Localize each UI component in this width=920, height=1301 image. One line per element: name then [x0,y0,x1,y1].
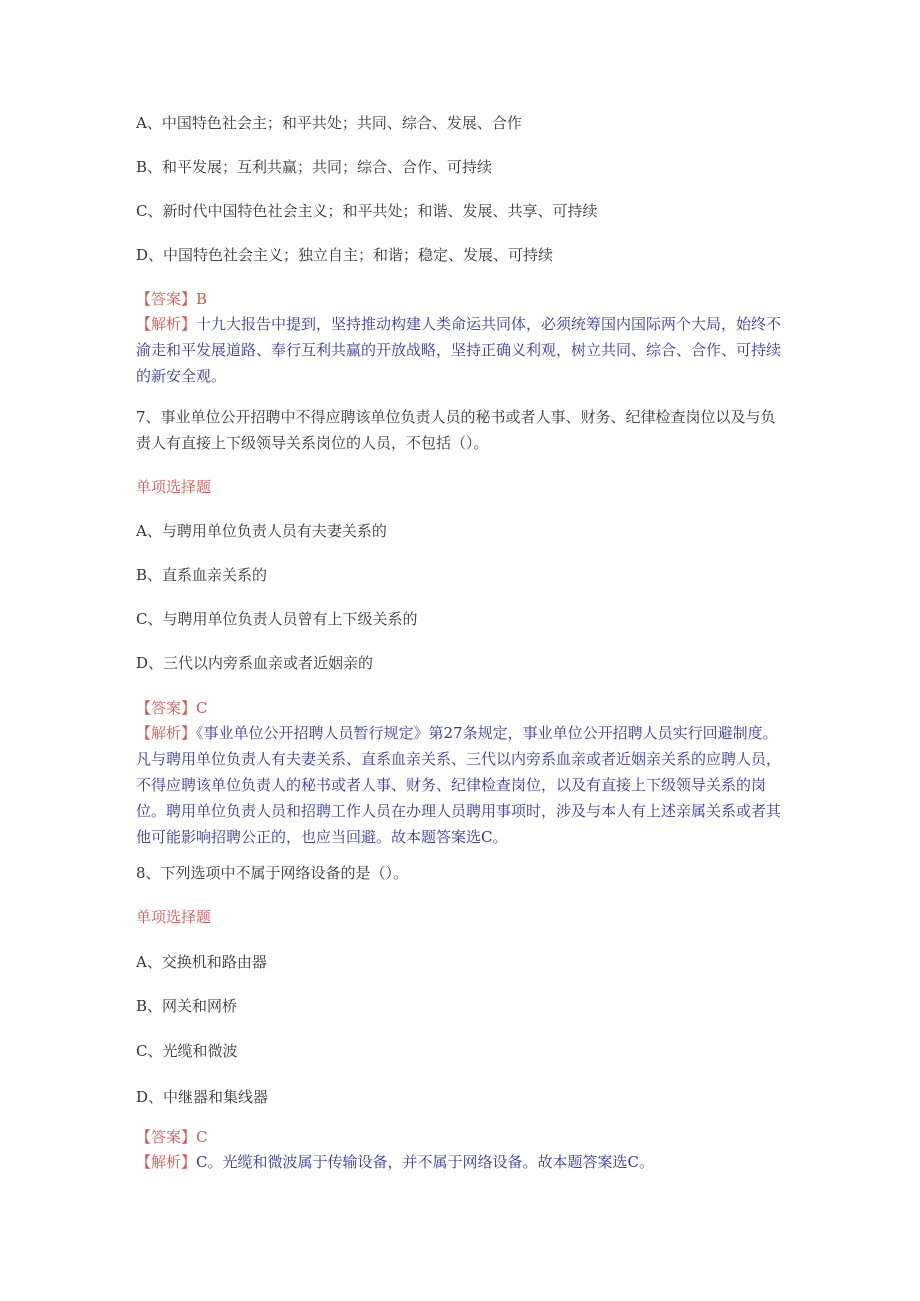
q8-analysis [136,1151,654,1173]
answer-value: C [196,1128,208,1146]
q8-answer [136,1126,208,1148]
q8-question: 8、下列选项中不属于网络设备的是（）。 [136,864,409,882]
q6-option-b: B、和平发展；互利共赢；共同；综合、合作、可持续 [136,158,493,176]
q8-type-label: 单项选择题 [136,908,212,926]
q7-option-c: C、与聘用单位负责人员曾有上下级关系的 [136,610,418,628]
answer-value: C [196,699,208,717]
analysis-tag: 【解析】 [136,1153,197,1171]
q7-option-d: D、三代以内旁系血亲或者近姻亲的 [136,654,374,672]
q6-option-d: D、中国特色社会主义；独立自主；和谐；稳定、发展、可持续 [136,246,554,264]
q7-type-label: 单项选择题 [136,478,212,496]
q6-analysis [136,311,786,389]
answer-tag: 【答案】 [136,699,197,717]
q7-option-a: A、与聘用单位负责人员有夫妻关系的 [136,522,387,540]
answer-tag: 【答案】 [136,1128,197,1146]
q8-option-c: C、光缆和微波 [136,1042,238,1060]
q7-question: 7、事业单位公开招聘中不得应聘该单位负责人员的秘书或者人事、财务、纪律检查岗位以及与负责人有直接上下级领导关系岗位的人员，不包括（）。 [136,408,776,452]
q8-option-d: D、中继器和集线器 [136,1088,269,1106]
analysis-text: 《事业单位公开招聘人员暂行规定》第27条规定，事业单位公开招聘人员实行回避制度。凡与聘用单位负责人有夫妻关系、直系血亲关系、三代以内旁系血亲或者近姻亲关系的应聘人员，不得应聘该单位负责人的秘书或者人事、财务、纪律检查岗位，以及有直接上下级领导关系的岗位。聘用单位负责人员和招聘工作人员在办理人员聘用事项时，涉及与本人有上述亲属关系或者其他可能影响招聘公正的，也应当回避。故本题答案选C。 [136,724,782,846]
answer-tag: 【答案】 [136,290,197,308]
analysis-tag: 【解析】 [136,724,197,742]
q7-analysis [136,720,786,850]
analysis-text: 十九大报告中提到，坚持推动构建人类命运共同体，必须统筹国内国际两个大局，始终不渝走和平发展道路、奉行互利共赢的开放战略，坚持正确义利观，树立共同、综合、合作、可持续的新安全观。 [136,315,782,385]
q6-answer [136,288,207,310]
q6-option-a: A、中国特色社会主；和平共处；共同、综合、发展、合作 [136,114,522,132]
q8-option-a: A、交换机和路由器 [136,953,267,971]
answer-value: B [196,290,208,308]
analysis-text: C。光缆和微波属于传输设备，并不属于网络设备。故本题答案选C。 [196,1153,654,1171]
q7-option-b: B、直系血亲关系的 [136,566,268,584]
analysis-tag: 【解析】 [136,315,197,333]
q6-option-c: C、新时代中国特色社会主义；和平共处；和谐、发展、共享、可持续 [136,202,598,220]
q7-answer [136,697,208,719]
q8-option-b: B、网关和网桥 [136,997,238,1015]
